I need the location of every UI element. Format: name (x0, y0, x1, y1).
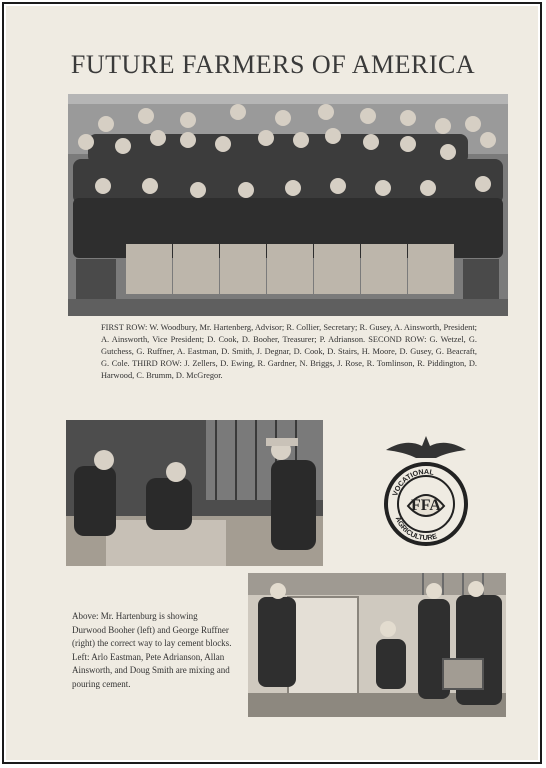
emblem-center-text: FFA (411, 497, 441, 514)
page-title: FUTURE FARMERS OF AMERICA (70, 50, 476, 79)
group-photo-image (68, 94, 508, 316)
cement-blocks-image (66, 420, 323, 566)
group-photo-caption: FIRST ROW: W. Woodbury, Mr. Hartenberg, Advisor; R. Collier, Secretary; R. Gusey, A. Ainsworth, President; A. Ainsworth, Vice President; D. Cook, D. Booher, Treasurer; P. Adrianson. SECOND ROW: G. Wetzel, G. Gutchess, G. Ruffner, A. Eastman, D. Smith, J. Degnar, D. Cook, D. Stairs, H. Moore, D. Gusey, G. Beacraft, G. Cole. THIRD ROW: J. Zellers, D. Ewing, R. Gardner, N. Briggs, J. Rose, R. Tomlinson, R. Piddington, D. Harwood, C. Brumm, D. McGregor. (101, 323, 477, 380)
cement-mixing-image (248, 573, 506, 717)
group-photo (68, 94, 508, 316)
ffa-emblem (378, 432, 474, 552)
emblem-bottom-text: AGRICULTURE (393, 515, 439, 543)
cement-mixing-photo (248, 573, 506, 717)
cement-blocks-photo (66, 420, 323, 566)
ffa-emblem-icon (378, 432, 474, 552)
work-caption: Above: Mr. Hartenburg is showing Durwood Booher (left) and George Ruffner (right) the correct way to lay cement blocks. Left: Arlo Eastman, Pete Adrianson, Allan Ainsworth, and Doug Smith are mixing and pouring cement. (72, 611, 232, 689)
emblem-top-text: VOCATIONAL (390, 466, 435, 498)
